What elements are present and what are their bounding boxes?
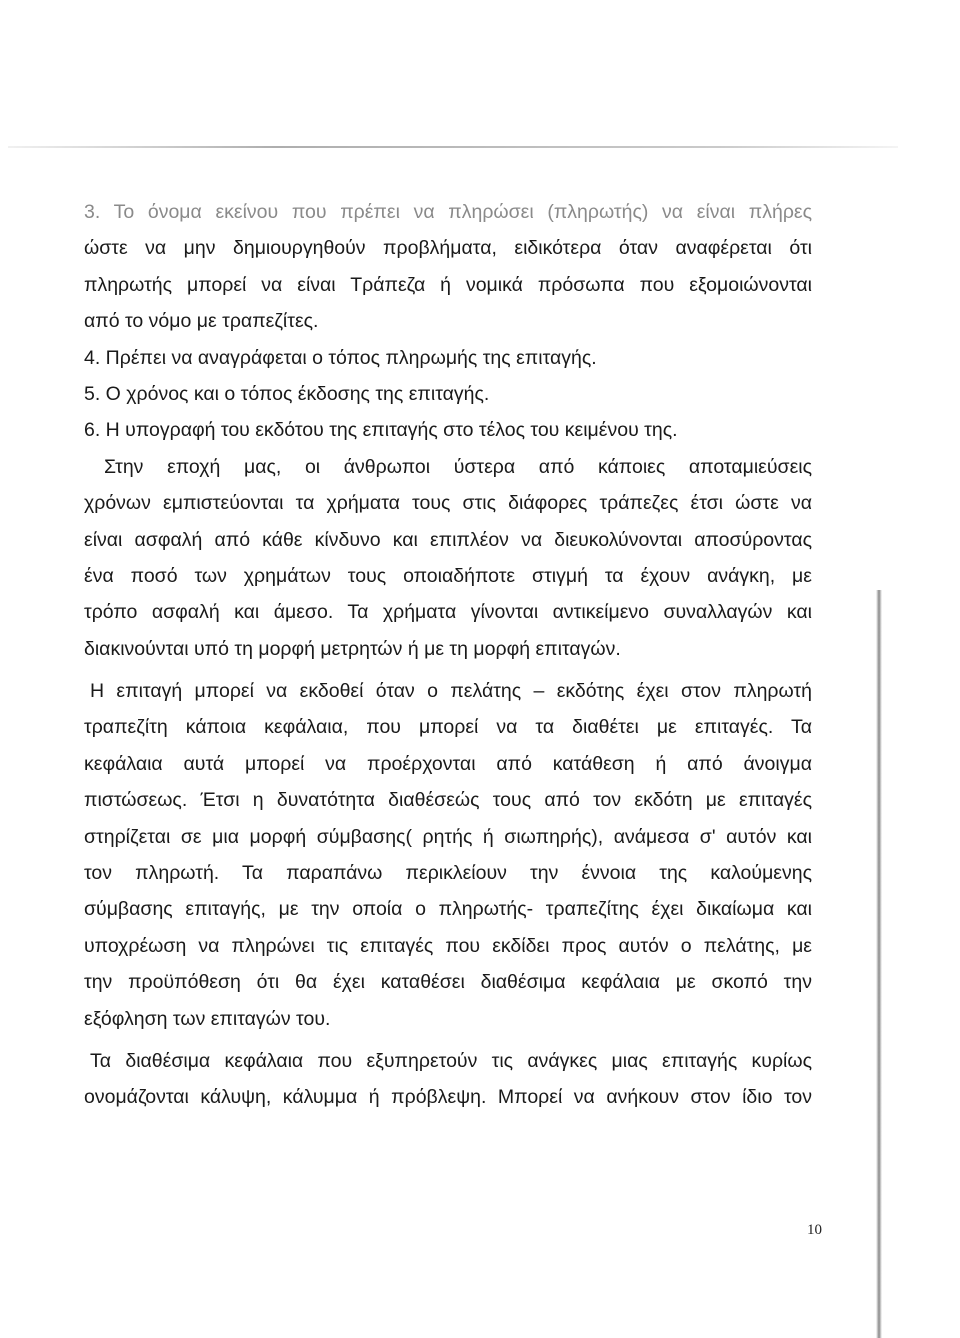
scan-right-edge: [876, 590, 882, 1338]
text-line: ώστε να μην δημιουργηθούν προβλήματα, ειδικότερα όταν αναφέρεται ότι: [84, 237, 812, 260]
text-line: σύμβασης επιταγής, με την οποία ο πληρωτής- τραπεζίτης έχει δικαίωμα και: [84, 898, 812, 921]
text-line: στηρίζεται σε μια μορφή σύμβασης( ρητής ή σιωπηρής), ανάμεσα σ' αυτόν και: [84, 825, 812, 848]
text-line: τραπεζίτη κάποια κεφάλαια, που μπορεί να τα διαθέτει με επιταγές. Τα: [84, 716, 812, 739]
text-line: κεφάλαια αυτά μπορεί να προέρχονται από κατάθεση ή από άνοιγμα: [84, 752, 812, 775]
text-line: 3. Το όνομα εκείνου που πρέπει να πληρώσει (πληρωτής) να είναι πλήρες: [84, 201, 812, 223]
text-line: τον πληρωτή. Τα παραπάνω περικλείουν την έννοια της καλούμενης: [84, 862, 812, 885]
scan-top-line: [8, 146, 898, 148]
list-item: 6. Η υπογραφή του εκδότου της επιταγής στο τέλος του κειμένου της.: [84, 419, 678, 442]
text-line: Η επιταγή μπορεί να εκδοθεί όταν ο πελάτης – εκδότης έχει στον πληρωτή: [90, 680, 812, 703]
text-line: πληρωτής μπορεί να είναι Τράπεζα ή νομικά πρόσωπα που εξομοιώνονται: [84, 273, 812, 296]
list-item: 5. Ο χρόνος και ο τόπος έκδοσης της επιταγής.: [84, 382, 490, 405]
text-line: διακινούνται υπό τη μορφή μετρητών ή με τη μορφή επιταγών.: [84, 637, 621, 660]
text-line: την προϋπόθεση ότι θα έχει καταθέσει διαθέσιμα κεφάλαια με σκοπό την: [84, 971, 812, 994]
text-line: χρόνων εμπιστεύονται τα χρήματα τους στις διάφορες τράπεζες έτσι ώστε να: [84, 492, 812, 515]
text-line: εξόφληση των επιταγών του.: [84, 1007, 331, 1030]
document-body: [84, 194, 812, 1116]
text-line: Στην εποχή μας, οι άνθρωποι ύστερα από κάποιες αποταμιεύσεις: [104, 455, 812, 478]
text-line: είναι ασφαλή από κάθε κίνδυνο και επιπλέον να διευκολύνονται αποσύροντας: [84, 528, 812, 551]
list-item: 4. Πρέπει να αναγράφεται ο τόπος πληρωμής της επιταγής.: [84, 346, 597, 369]
page-number: 10: [807, 1222, 822, 1238]
text-line: από το νόμο με τραπεζίτες.: [84, 310, 319, 333]
text-line: τρόπο ασφαλή και άμεσο. Τα χρήματα γίνονται αντικείμενο συναλλαγών και: [84, 601, 812, 624]
text-line: υποχρέωση να πληρώνει τις επιταγές που εκδίδει προς αυτόν ο πελάτης, με: [84, 934, 812, 957]
text-line: ονομάζονται κάλυψη, κάλυμμα ή πρόβλεψη. Μπορεί να ανήκουν στον ίδιο τον: [84, 1086, 812, 1109]
text-line: Τα διαθέσιμα κεφάλαια που εξυπηρετούν τις ανάγκες μιας επιταγής κυρίως: [90, 1049, 812, 1072]
text-line: πιστώσεως. Έτσι η δυνατότητα διαθέσεώς τους από τον εκδότη με επιταγές: [84, 789, 812, 812]
text-line: ένα ποσό των χρημάτων τους οποιαδήποτε στιγμή τα έχουν ανάγκη, με: [84, 564, 812, 587]
